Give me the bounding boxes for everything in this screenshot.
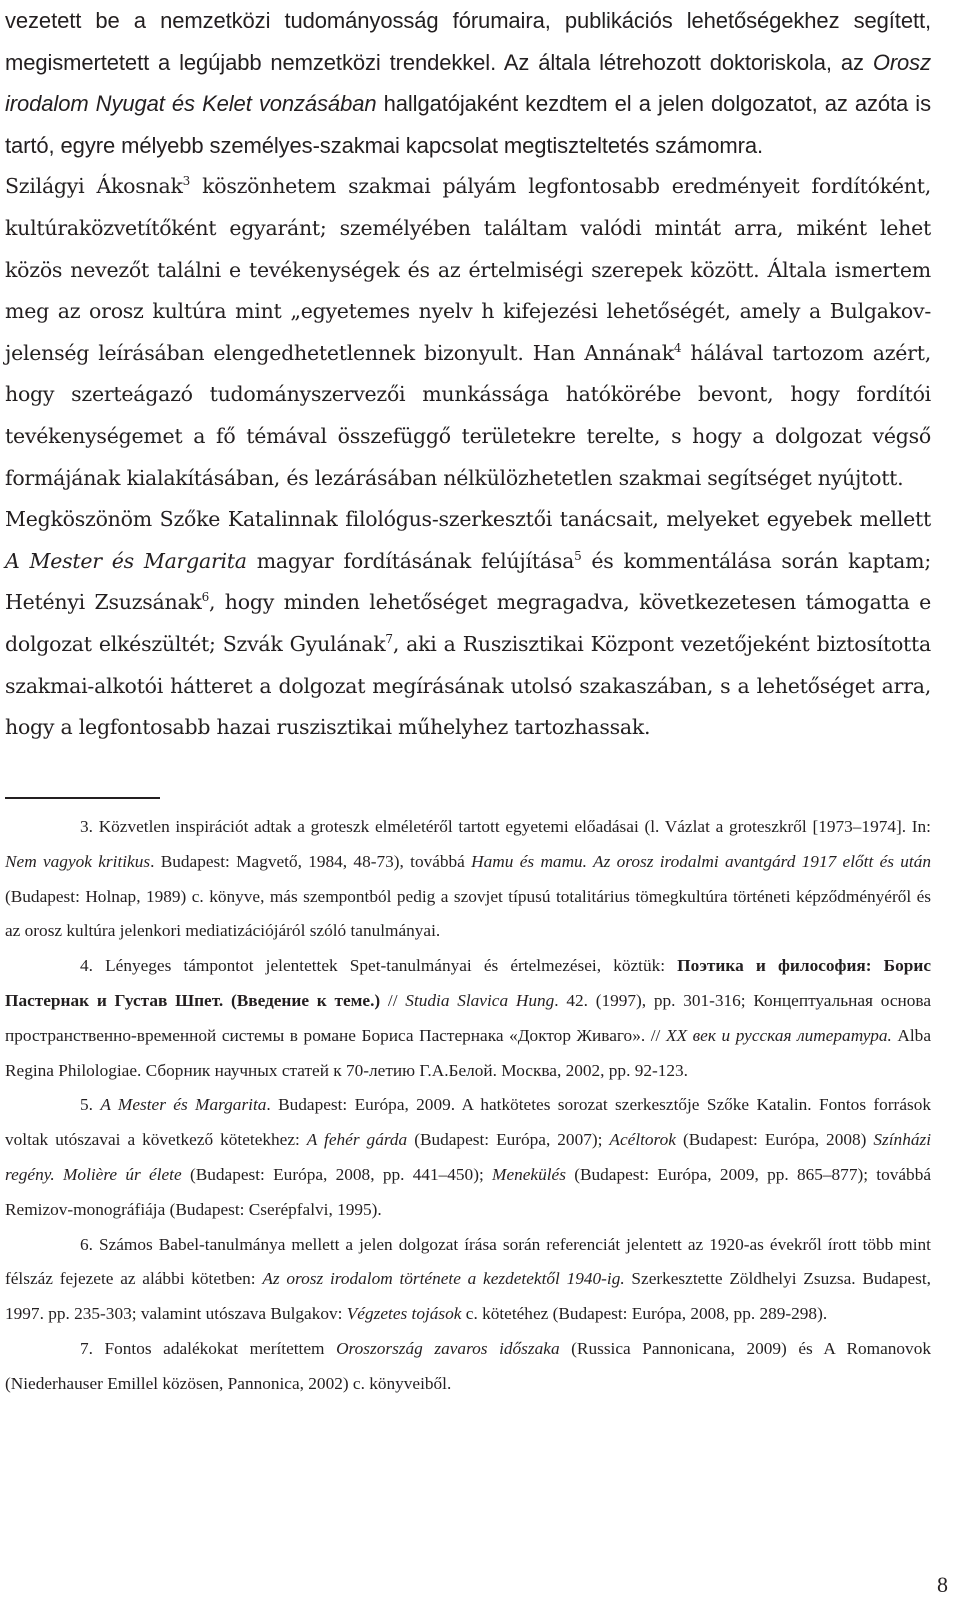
text-span: és kommentálása során kaptam;: [581, 548, 931, 573]
text-span: magyar fordításának felújítása: [246, 548, 575, 573]
note-text: (Russica Pannonicana, 2009) és A Romanovok (Niederhauser Emillel közösen, Pannonica, 2002) c. könyveiből.: [5, 1338, 931, 1393]
text-line: az azóta is tartó, egyre mélyebb személyes-szakmai kapcsolat megtiszteltetés számomra.: [5, 91, 931, 158]
note-text: Alba Regina Philologiae. Сборник научных статей к 70-летию Г.А.Белой. Москва, 2002, pp. 92-123.: [5, 1025, 931, 1080]
footnote-ref[interactable]: 7: [385, 632, 393, 647]
footnote-6: [5, 1228, 931, 1332]
footnote-ref[interactable]: 6: [201, 590, 209, 605]
note-text: (Budapest: Európa, 2008, pp. 441–450);: [181, 1164, 493, 1184]
note-text: Szerkesztette Zöldhelyi Zsuzsa. Budapest, 1997. pp. 235-303; valamint utószava Bulgakov:: [5, 1269, 931, 1324]
note-text: 3. Közvetlen inspirációt adtak a groteszk elméletéről tartott egyetemi előadásai (l. Vázlat a groteszkről [1973–1974]. In:: [80, 817, 931, 836]
note-text: 6. Számos Babel-tanulmánya mellett a jelen dolgozat írása során referenciát jelentett az 1920-as évekről írott több mint félszáz fejezete az alábbi kötetben:: [5, 1234, 931, 1289]
note-bold: Поэтика и философия: Борис Пастернак и Густав Шпет. (Введение к теме.): [5, 956, 931, 1010]
main-body-text: [5, 0, 931, 749]
text-span: , aki a Ruszisztikai Központ vezetőjeként biztosította szakmai-alkotói hátteret a dolgozat megírásának utolsó szakaszában, s a lehetőséget arra, hogy a legfontosabb hazai ruszisztikai műhelyhez tartozhassak.: [5, 631, 931, 740]
note-italic: A fehér gárda: [306, 1130, 408, 1150]
footnote-separator: [5, 797, 160, 799]
footnotes: [5, 810, 931, 1402]
paragraph-2: [5, 166, 931, 499]
note-italic: Hamu és mamu. Az orosz irodalmi avantgárd 1917 előtt és után: [471, 851, 932, 871]
note-text: . Budapest: Magvető, 1984, 48-73), továbbá: [150, 851, 472, 871]
note-italic: Oroszország zavaros időszaka: [336, 1338, 560, 1358]
note-italic: Studia Slavica Hung: [405, 990, 555, 1010]
page-number: 8: [937, 1572, 948, 1597]
footnote-ref[interactable]: 3: [182, 174, 191, 189]
note-text: 5.: [80, 1095, 101, 1115]
note-text: (Budapest: Európa, 2009, pp. 865–877); továbbá Remizov-monográfiája (Budapest: Cserépfalvi, 1995).: [5, 1164, 932, 1219]
text-span: köszönhetem szakmai pályám legfontosabb eredményeit fordítóként, kultúraközvetítőként egyaránt; személyében találtam valódi mintát arra, miként lehet közös nevezőt találni e tevékenységek és az értelmiségi szerepek között. Általa ismertem meg az orosz kultúra mint „egyetemes nyelv h kifejezési lehetőségét, amely a Bulgakov-jelenség leírásában elengedhetetlennek bizonyult. Han Annának: [5, 174, 931, 365]
footnote-5: [5, 1088, 931, 1227]
note-text: c. kötetéhez (Budapest: Európa, 2008, pp. 289-298).: [461, 1304, 828, 1324]
footnote-ref[interactable]: 5: [574, 548, 582, 563]
text-span: hálával tartozom azért, hogy szerteágazó tudományszervezői munkássága hatókörébe bevont, hogy fordítói tevékenységemet a fő témával összefüggő területekre terelte, s hogy a dolgozat végső formájának kialakításában, és lezárásában nélkülözhetetlen szakmai segítséget nyújtott.: [5, 340, 931, 490]
italic-title: Orosz irodalom Nyugat és Kelet vonzásában: [5, 49, 931, 117]
note-italic: Acéltorok: [609, 1130, 676, 1150]
note-italic: Végzetes tojások: [346, 1304, 462, 1324]
italic-title: A Mester és Margarita: [5, 548, 247, 573]
note-text: (Budapest: Európa, 2007);: [407, 1130, 610, 1150]
note-text: . Budapest: Európa, 2009. A hatkötetes sorozat szerkesztője Szőke Katalin. Fontos források voltak utószavai a következő kötetekhez:: [5, 1095, 931, 1150]
text-line: vezetett be a nemzetközi tudományosság fórumaira, publikációs lehetőségekhez segített,: [5, 8, 931, 33]
note-text: (Budapest: Holnap, 1989) c. könyve, más szempontból pedig a szovjet típusú totalitárius tömegkultúra történeti képződményéről és az orosz kultúra jelenkori mediatizációjáról szóló tanulmányai.: [5, 886, 931, 941]
footnote-3: [5, 810, 931, 949]
note-italic: XX век и русская литература.: [665, 1025, 892, 1045]
note-italic: Az orosz irodalom története a kezdetektől 1940-ig.: [262, 1269, 625, 1289]
paragraph-3: [5, 499, 931, 749]
text-line: hallgatójaként kezdtem el a jelen dolgozatot,: [376, 91, 818, 117]
note-italic: Menekülés: [492, 1164, 566, 1184]
note-text: 4. Lényeges támpontot jelentettek Spet-tanulmányai és értelmezései, köztük:: [80, 956, 678, 976]
note-text: . 42. (1997), pp. 301-316; Концептуальная основа пространственно-временной системы в романе Бориса Пастернака «Доктор Живаго». //: [5, 990, 931, 1045]
text-span: , hogy minden lehetőséget megragadva, következetesen támogatta e dolgozat elkészültét; Szvák Gyulának: [5, 590, 931, 656]
note-text: //: [380, 990, 406, 1010]
note-text: (Budapest: Európa, 2008): [675, 1130, 874, 1150]
footnote-4: [5, 949, 931, 1088]
text-span: Megköszönöm Szőke Katalinnak filológus-szerkesztői tanácsait, melyeket egyebek mellett: [5, 507, 931, 532]
note-italic: Színházi regény. Molière úr élete: [5, 1130, 932, 1184]
text-span: Szilágyi Ákosnak: [5, 174, 183, 199]
footnote-ref[interactable]: 4: [673, 340, 682, 355]
note-italic: Nem vagyok kritikus: [5, 851, 151, 871]
paragraph-1: [5, 0, 931, 166]
note-italic: A Mester és Margarita: [100, 1095, 267, 1115]
footnote-7: [5, 1332, 931, 1402]
text-span: Hetényi Zsuzsának: [5, 590, 202, 615]
note-text: 7. Fontos adalékokat merítettem: [80, 1338, 337, 1358]
text-line: megismertetett a legújabb nemzetközi trendekkel. Az általa létrehozott doktoriskola, az: [5, 49, 864, 75]
